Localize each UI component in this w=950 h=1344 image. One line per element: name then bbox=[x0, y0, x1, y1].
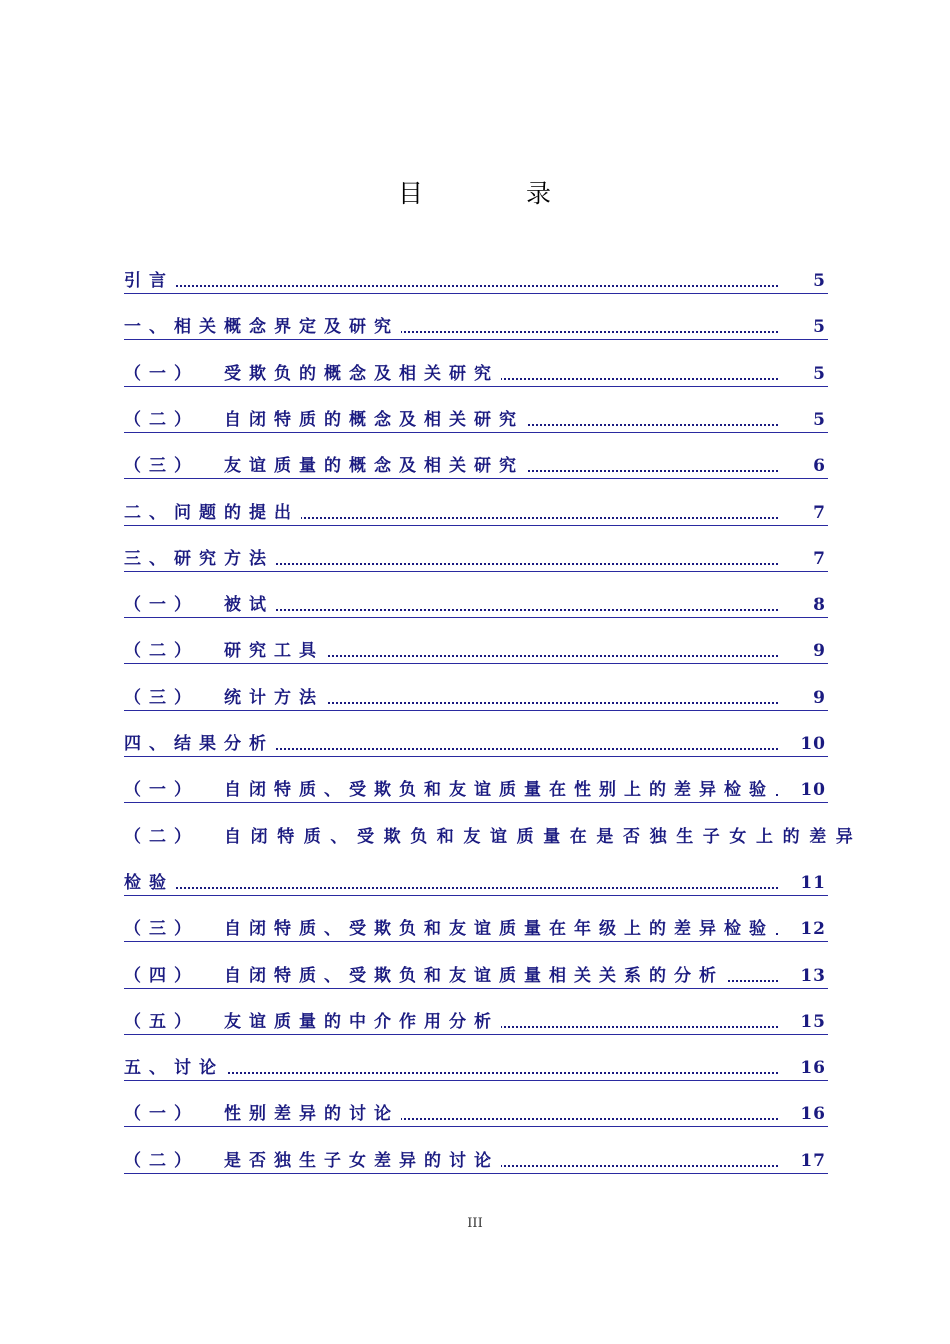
toc-entry-page: 5 bbox=[782, 410, 826, 430]
toc-entry-text: 自闭特质、受欺负和友谊质量在是否独生子女上的差异 bbox=[224, 826, 863, 847]
toc-entry-page: 10 bbox=[782, 780, 826, 800]
toc-entry-page: 13 bbox=[782, 966, 826, 986]
toc-entry-number: （三） bbox=[124, 687, 199, 708]
toc-entry-page: 9 bbox=[782, 688, 826, 708]
toc-entry[interactable] bbox=[124, 919, 828, 942]
toc-entry[interactable] bbox=[124, 780, 828, 803]
toc-entry-number: （一） bbox=[124, 1104, 199, 1125]
toc-entry-page: 10 bbox=[782, 734, 826, 754]
toc-entry-label bbox=[124, 266, 176, 291]
toc-entry-page: 7 bbox=[782, 549, 826, 569]
toc-entry-label bbox=[124, 868, 176, 893]
toc-entry[interactable] bbox=[124, 456, 828, 479]
toc-entry-text: 是否独生子女差异的讨论 bbox=[224, 1150, 499, 1171]
toc-entry[interactable] bbox=[124, 826, 863, 849]
toc-entry[interactable] bbox=[124, 688, 828, 711]
toc-entry[interactable] bbox=[124, 1104, 828, 1127]
toc-entry-label bbox=[124, 405, 526, 430]
toc-entry[interactable] bbox=[124, 503, 828, 526]
toc-entry-number: （一） bbox=[124, 780, 199, 801]
toc-entry-number: （五） bbox=[124, 1011, 199, 1032]
toc-entry-text: 自闭特质、受欺负和友谊质量在性别上的差异检验 bbox=[224, 780, 774, 801]
toc-entry-text: 受欺负的概念及相关研究 bbox=[224, 363, 499, 384]
toc-entry-number: （一） bbox=[124, 363, 199, 384]
toc-entry-page: 5 bbox=[782, 364, 826, 384]
toc-entry-number: （二） bbox=[124, 641, 199, 662]
toc-entry-text: 自闭特质的概念及相关研究 bbox=[224, 409, 524, 430]
page-number: III bbox=[467, 1216, 483, 1231]
toc-entry-text: 自闭特质、受欺负和友谊质量在年级上的差异检验 bbox=[224, 919, 774, 940]
toc-entry-page: 16 bbox=[782, 1104, 826, 1124]
toc-entry-label bbox=[124, 1053, 226, 1078]
toc-entry-page: 17 bbox=[782, 1151, 826, 1171]
toc-entry[interactable] bbox=[124, 873, 828, 896]
toc-entry-label bbox=[124, 312, 401, 337]
toc-entry-label bbox=[124, 451, 526, 476]
toc-entry-number: （二） bbox=[124, 826, 199, 847]
toc-entry-label bbox=[124, 636, 326, 661]
toc-entry-text: 自闭特质、受欺负和友谊质量相关关系的分析 bbox=[224, 965, 724, 986]
toc-entry-text: 四、结果分析 bbox=[124, 734, 274, 754]
toc-entry-text: 被试 bbox=[224, 595, 274, 616]
toc-entry-label bbox=[124, 1007, 501, 1032]
toc-entry-label bbox=[124, 822, 864, 847]
toc-entry-page: 12 bbox=[782, 919, 826, 939]
toc-leader-dots bbox=[124, 283, 778, 287]
toc-entry-text: 研究工具 bbox=[224, 641, 324, 662]
toc-entry-page: 8 bbox=[782, 595, 826, 615]
toc-entry-page: 16 bbox=[782, 1058, 826, 1078]
toc-entry-label bbox=[124, 498, 301, 523]
toc-entry-text: 二、问题的提出 bbox=[124, 502, 299, 523]
toc-entry-label bbox=[124, 775, 776, 800]
toc-entry-text: 统计方法 bbox=[224, 687, 324, 708]
toc-entry-number: （三） bbox=[124, 919, 199, 940]
toc-entry-page: 11 bbox=[782, 873, 826, 893]
toc-entry-text: 一、相关概念界定及研究 bbox=[124, 317, 399, 338]
toc-entry-label bbox=[124, 729, 276, 754]
toc-entry[interactable] bbox=[124, 271, 828, 294]
toc-leader-dots bbox=[124, 885, 778, 889]
toc-entry-number: （四） bbox=[124, 965, 199, 986]
toc-title-right: 录 bbox=[526, 179, 552, 208]
toc-entry-label bbox=[124, 544, 276, 569]
toc-entry-page: 15 bbox=[782, 1012, 826, 1032]
toc-entry[interactable] bbox=[124, 549, 828, 572]
toc-entry-page: 7 bbox=[782, 503, 826, 523]
toc-entry-text: 检验 bbox=[124, 872, 174, 893]
toc-entry[interactable] bbox=[124, 410, 828, 433]
toc-entry[interactable] bbox=[124, 641, 828, 664]
toc-entry-text: 三、研究方法 bbox=[124, 548, 274, 569]
toc-entry-label bbox=[124, 914, 776, 939]
toc-entry-text: 友谊质量的概念及相关研究 bbox=[224, 456, 524, 477]
toc-entry[interactable] bbox=[124, 1151, 828, 1174]
toc-entry-label bbox=[124, 683, 326, 708]
toc-entry-number: （二） bbox=[124, 409, 199, 430]
toc-entry-label bbox=[124, 1099, 401, 1124]
toc-entry[interactable] bbox=[124, 595, 828, 618]
toc-entry[interactable] bbox=[124, 966, 828, 989]
toc-entry-label bbox=[124, 961, 726, 986]
toc-entry-page: 5 bbox=[782, 317, 826, 337]
toc-entry-text: 引言 bbox=[124, 271, 174, 291]
toc-entry-text: 性别差异的讨论 bbox=[224, 1104, 399, 1125]
toc-entry-page: 9 bbox=[782, 641, 826, 661]
toc-entry-page: 6 bbox=[782, 456, 826, 476]
toc-entry-text: 五、讨论 bbox=[124, 1058, 224, 1079]
toc-entry-number: （一） bbox=[124, 595, 199, 616]
toc-entry-number: （三） bbox=[124, 456, 199, 477]
toc-entry-label bbox=[124, 590, 276, 615]
toc-entry-text: 友谊质量的中介作用分析 bbox=[224, 1011, 499, 1032]
toc-entry-label bbox=[124, 1146, 501, 1171]
toc-entry-label bbox=[124, 359, 501, 384]
toc-entry-number: （二） bbox=[124, 1150, 199, 1171]
toc-entry[interactable] bbox=[124, 317, 828, 340]
toc-entry[interactable] bbox=[124, 734, 828, 757]
toc-entry[interactable] bbox=[124, 1012, 828, 1035]
toc-title-left: 目 bbox=[398, 179, 424, 208]
toc-entry[interactable] bbox=[124, 364, 828, 387]
toc-entry-page: 5 bbox=[782, 271, 826, 291]
toc-entry[interactable] bbox=[124, 1058, 828, 1081]
